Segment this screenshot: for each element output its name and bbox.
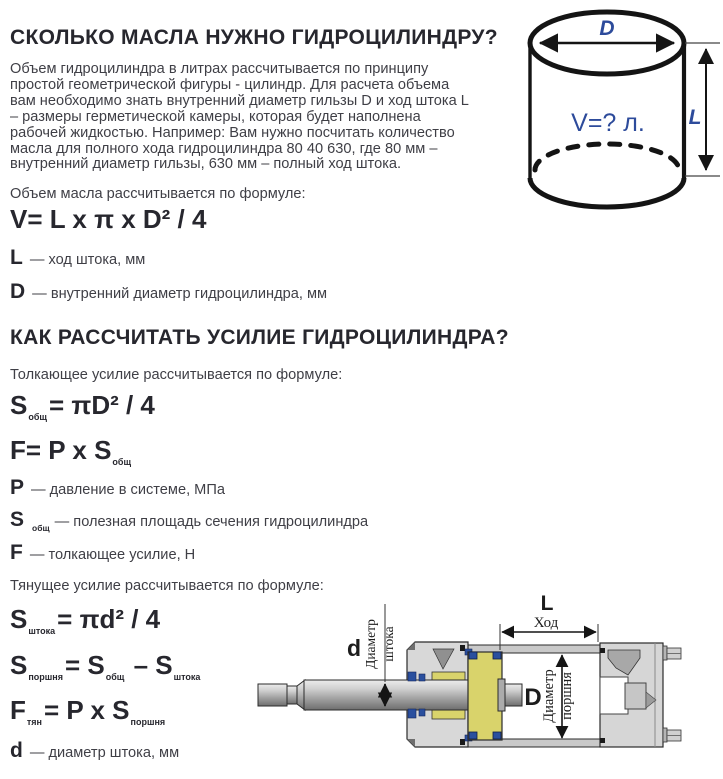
formula-part: = P x S [25, 435, 112, 465]
formula-part: S [10, 390, 28, 420]
cylinder-volume-diagram [517, 0, 723, 214]
stroke-text-label: Ход [533, 615, 559, 631]
formula-part: F [10, 435, 26, 465]
formula-part: S [10, 604, 28, 634]
term-S-subscript: общ [32, 523, 50, 533]
volume-formula: V= L x π x D² / 4 [10, 204, 207, 234]
heading-cylinder-force: КАК РАССЧИТАТЬ УСИЛИЕ ГИДРОЦИЛИНДРА? [10, 326, 509, 349]
definition-D [10, 280, 327, 304]
bolt-bottom [663, 728, 681, 742]
term-d: d [10, 739, 23, 762]
formula-s-total [10, 390, 155, 421]
length-dimension [685, 43, 720, 176]
stroke-l-label: L [540, 592, 554, 615]
definition-d [10, 739, 179, 763]
rear-cap [600, 643, 681, 747]
formula-subscript: общ [28, 412, 47, 422]
heading-oil-volume: СКОЛЬКО МАСЛА НУЖНО ГИДРОЦИЛИНДРУ? [10, 26, 498, 49]
cap-boss [625, 683, 646, 709]
piston-dia-text-2: поршня [559, 672, 575, 720]
definition-D-text: — внутренний диаметр гидроцилиндра, мм [32, 286, 328, 302]
definition-S-text: — полезная площадь сечения гидроцилиндра [54, 514, 369, 530]
hydraulic-cylinder-drawing [256, 592, 723, 779]
hidden-bottom-edge [535, 144, 679, 170]
rod-dia-text-2: штока [381, 626, 396, 662]
formula-subscript: общ [105, 672, 125, 682]
formula-subscript: поршня [130, 717, 166, 727]
formula-part: = S [64, 650, 105, 680]
push-force-intro: Толкающее усилие рассчитывается по формуле: [10, 367, 343, 383]
definition-P [10, 476, 225, 500]
piston-d-label: D [524, 684, 542, 711]
pull-force-intro: Тянущее усилие рассчитывается по формуле: [10, 578, 324, 594]
formula-s-rod [10, 604, 160, 635]
formula-subscript: тян [26, 717, 42, 727]
bolt-top [663, 646, 681, 660]
stroke-dimension [500, 592, 598, 650]
rod-d-label: d [346, 635, 362, 661]
formula-pull-force [10, 695, 167, 726]
cap-cavity [600, 677, 628, 714]
term-P: P [10, 476, 25, 499]
formula-part: S [10, 650, 28, 680]
intro-paragraph: Объем гидроцилиндра в литрах рассчитывается по принципу простой геометрической фигуры - цилиндр. Для расчета объема вам необходимо знать внутренний диаметр гильзы D и ход штока L – размеры герметической камеры, которая будет наполнена рабочей жидкостью. Например: Вам нужно посчитать количество масла для полного хода гидроцилиндра 80 40 630, где 80 мм – внутренний диаметр гильзы, 630 мм – полный ход штока. [10, 61, 469, 173]
formula-push-force [10, 435, 133, 466]
cylinder-l-label: L [688, 106, 702, 129]
definition-L-text: — ход штока, мм [29, 252, 146, 268]
formula-subscript: штока [173, 672, 201, 682]
definition-d-text: — диаметр штока, мм [29, 745, 180, 761]
definition-P-text: — давление в системе, МПа [31, 482, 225, 498]
rod-dia-text-1: Диаметр [363, 619, 378, 669]
definition-L [10, 246, 145, 270]
formula-part: – S [126, 650, 173, 680]
volume-question-label: V=? л. [571, 109, 645, 137]
rod-nut [498, 679, 522, 711]
term-D: D [10, 280, 26, 303]
piston-rod [258, 680, 468, 710]
definition-F-text: — толкающее усилие, Н [29, 547, 196, 563]
piston [468, 652, 502, 740]
formula-subscript: общ [112, 457, 132, 467]
cylinder-d-label: D [599, 17, 615, 40]
volume-formula-intro: Объем масла рассчитывается по формуле: [10, 186, 306, 202]
formula-part: F [10, 695, 26, 725]
formula-part: = πd² / 4 [57, 604, 161, 634]
piston-dia-text-1: Диаметр [541, 669, 557, 723]
definition-F [10, 541, 195, 565]
formula-part: = P x S [44, 695, 130, 725]
term-S: S [10, 508, 25, 531]
term-F: F [10, 541, 23, 564]
formula-s-piston [10, 650, 202, 681]
term-L: L [10, 246, 23, 269]
formula-subscript: штока [28, 626, 56, 636]
definition-S-total [10, 508, 368, 532]
formula-part: = πD² / 4 [49, 390, 155, 420]
formula-subscript: поршня [28, 672, 63, 682]
